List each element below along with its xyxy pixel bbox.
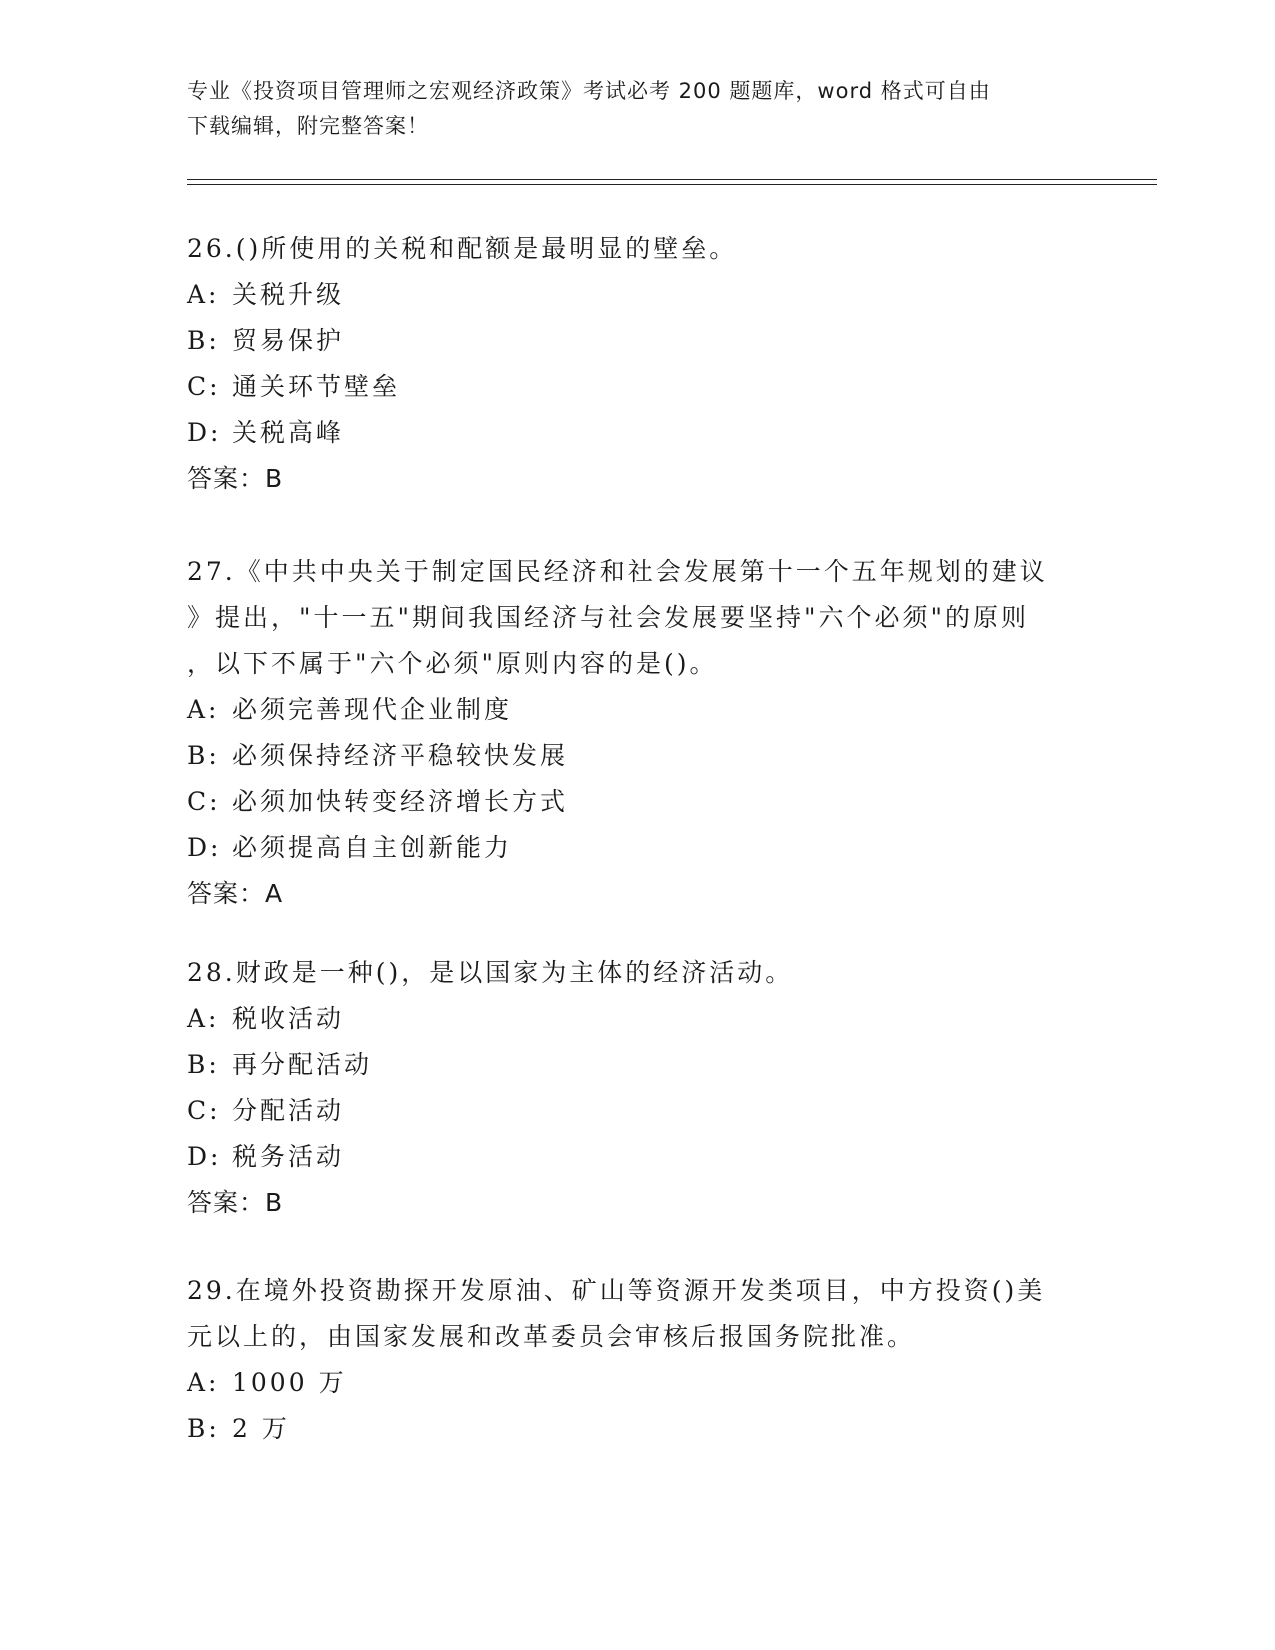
option-key: D: xyxy=(187,1142,222,1171)
option-text: 分配活动 xyxy=(232,1096,345,1125)
option-text: 2 万 xyxy=(232,1414,290,1443)
answer-line: 答案：B xyxy=(187,1188,284,1217)
header-divider-bottom xyxy=(187,184,1157,185)
answer-line: 答案：A xyxy=(187,879,284,908)
option-text: 1000 万 xyxy=(232,1368,347,1397)
option-d xyxy=(187,825,1087,871)
question-text: 28.财政是一种()，是以国家为主体的经济活动。 xyxy=(187,958,794,987)
option-c xyxy=(187,1088,1087,1134)
option-key: B: xyxy=(187,741,220,770)
option-text: 贸易保护 xyxy=(232,326,345,355)
option-text: 必须加快转变经济增长方式 xyxy=(232,787,569,816)
option-key: C: xyxy=(187,787,221,816)
option-b xyxy=(187,1406,1087,1452)
option-c xyxy=(187,364,1087,410)
option-key: B: xyxy=(187,1050,220,1079)
answer-line: 答案：B xyxy=(187,464,284,493)
option-key: B: xyxy=(187,1414,220,1443)
option-text: 税务活动 xyxy=(232,1142,345,1171)
document-header xyxy=(187,74,1077,144)
header-line-2: 下载编辑，附完整答案！ xyxy=(187,114,429,138)
option-key: D: xyxy=(187,418,222,447)
option-a xyxy=(187,272,1087,318)
option-key: B: xyxy=(187,326,220,355)
option-a xyxy=(187,996,1087,1042)
option-a xyxy=(187,687,1087,733)
option-key: A: xyxy=(187,695,220,724)
option-key: A: xyxy=(187,1368,220,1397)
question-28 xyxy=(187,950,1087,1226)
option-text: 必须保持经济平稳较快发展 xyxy=(232,741,569,770)
question-text: 29.在境外投资勘探开发原油、矿山等资源开发类项目，中方投资()美 xyxy=(187,1276,1046,1305)
option-text: 通关环节壁垒 xyxy=(232,372,401,401)
question-text: 》提出，"十一五"期间我国经济与社会发展要坚持"六个必须"的原则 xyxy=(187,603,1029,632)
option-text: 必须完善现代企业制度 xyxy=(232,695,513,724)
option-text: 必须提高自主创新能力 xyxy=(232,833,513,862)
option-b xyxy=(187,1042,1087,1088)
option-text: 关税高峰 xyxy=(232,418,345,447)
question-text: 元以上的，由国家发展和改革委员会审核后报国务院批准。 xyxy=(187,1322,916,1351)
question-text: 26.()所使用的关税和配额是最明显的壁垒。 xyxy=(187,234,738,263)
option-d xyxy=(187,410,1087,456)
option-d xyxy=(187,1134,1087,1180)
option-text: 再分配活动 xyxy=(232,1050,373,1079)
question-29 xyxy=(187,1268,1087,1452)
option-b xyxy=(187,318,1087,364)
option-key: A: xyxy=(187,280,220,309)
option-key: C: xyxy=(187,1096,221,1125)
option-b xyxy=(187,733,1087,779)
question-text: 27.《中共中央关于制定国民经济和社会发展第十一个五年规划的建议 xyxy=(187,557,1048,586)
header-divider-top xyxy=(187,179,1157,180)
question-27 xyxy=(187,549,1087,917)
option-key: D: xyxy=(187,833,222,862)
question-text: ，以下不属于"六个必须"原则内容的是()。 xyxy=(187,649,718,678)
option-key: C: xyxy=(187,372,221,401)
option-text: 关税升级 xyxy=(232,280,345,309)
question-26 xyxy=(187,226,1087,502)
option-a xyxy=(187,1360,1087,1406)
header-line-1: 专业《投资项目管理师之宏观经济政策》考试必考 200 题题库，word 格式可自由 xyxy=(187,79,991,103)
option-c xyxy=(187,779,1087,825)
option-key: A: xyxy=(187,1004,220,1033)
option-text: 税收活动 xyxy=(232,1004,345,1033)
